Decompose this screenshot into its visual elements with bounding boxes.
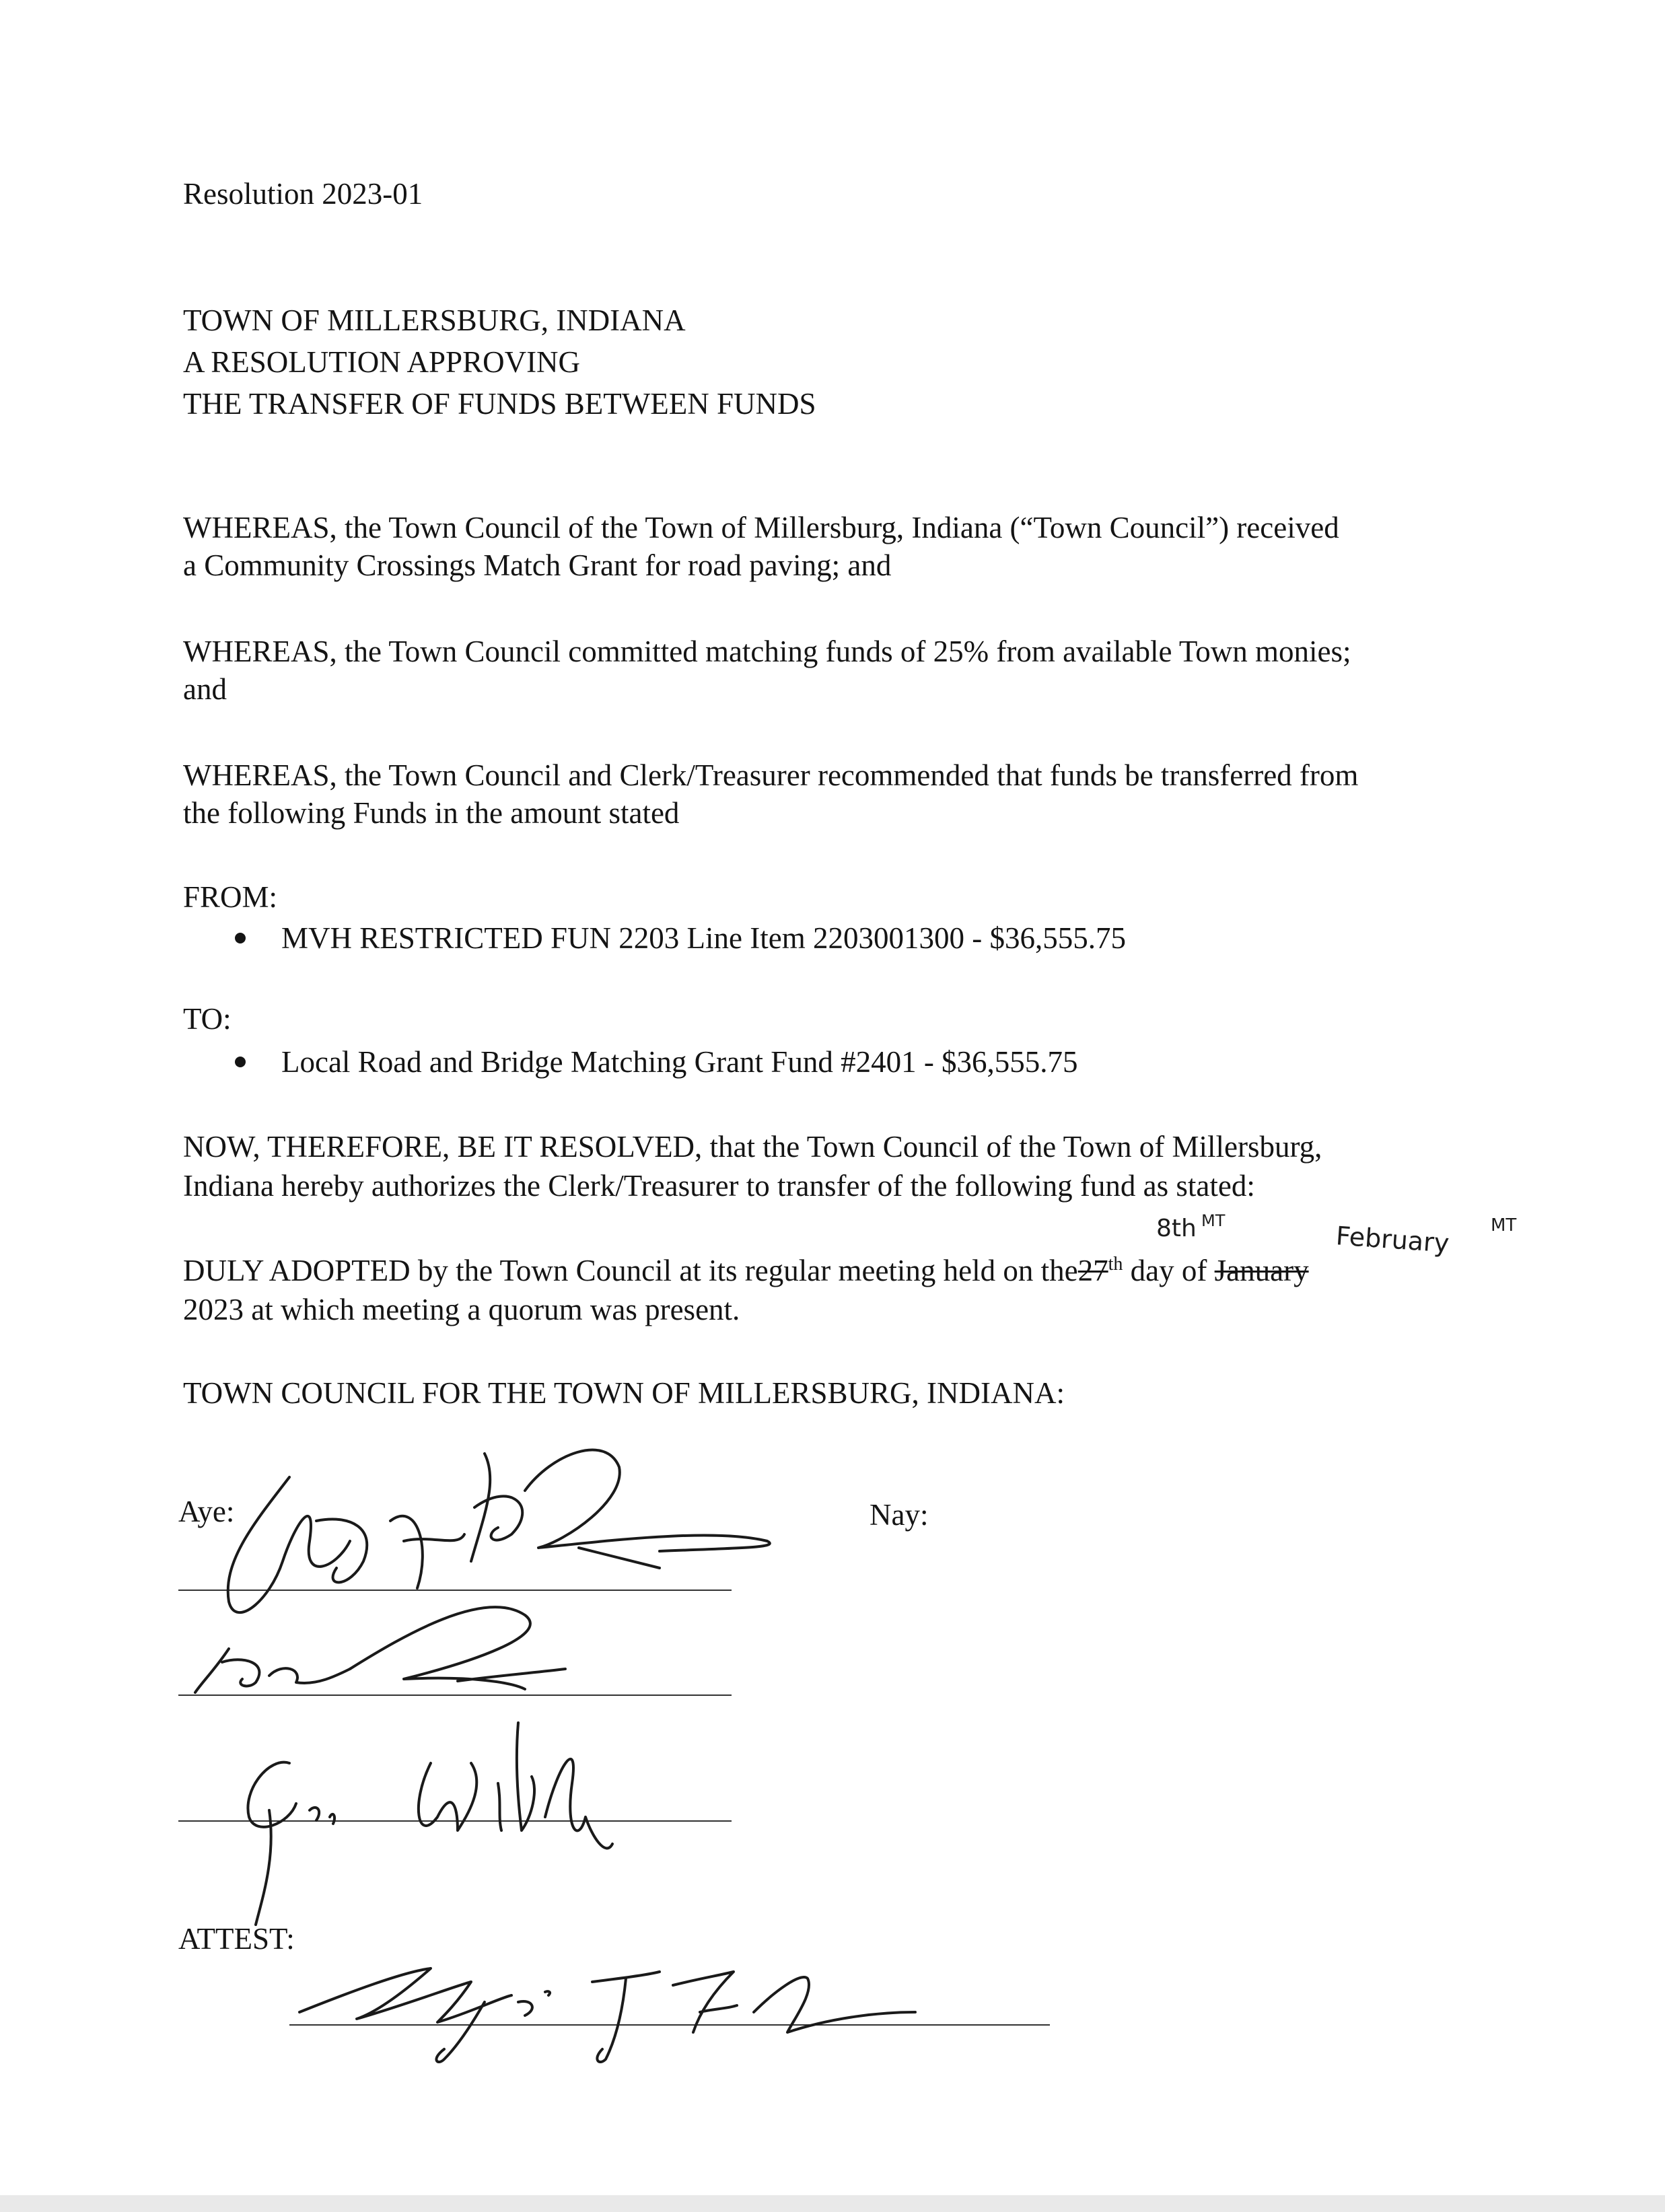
whereas-3-line-1: WHEREAS, the Town Council and Clerk/Treasurer recommended that funds be transferred from (183, 758, 1359, 792)
day-suffix: th (1108, 1254, 1123, 1275)
whereas-2-line-2: and (183, 672, 227, 706)
resolved-line-2: Indiana hereby authorizes the Clerk/Treasurer to transfer of the following fund as stated: (183, 1169, 1255, 1203)
council-heading: TOWN COUNCIL FOR THE TOWN OF MILLERSBURG, INDIANA: (183, 1376, 1065, 1410)
resolution-number: Resolution 2023-01 (183, 177, 423, 211)
resolved-line-1: NOW, THEREFORE, BE IT RESOLVED, that the Town Council of the Town of Millersburg, (183, 1130, 1322, 1164)
nay-label: Nay: (870, 1498, 929, 1532)
whereas-1-line-1: WHEREAS, the Town Council of the Town of Millersburg, Indiana (“Town Council”) received (183, 511, 1339, 544)
whereas-2-line-1: WHEREAS, the Town Council committed matching funds of 25% from available Town monies; (183, 635, 1351, 668)
handwritten-initials: MT (1491, 1215, 1517, 1236)
to-label: TO: (183, 1002, 232, 1036)
aye-label: Aye: (178, 1495, 235, 1528)
handwritten-initials: MT (1201, 1211, 1226, 1230)
struck-month: January (1214, 1254, 1309, 1287)
handwritten-day-correction: 8th (1156, 1215, 1197, 1242)
attest-label: ATTEST: (178, 1922, 295, 1956)
adopted-line-2: 2023 at which meeting a quorum was present. (183, 1293, 740, 1326)
adopted-prefix: DULY ADOPTED by the Town Council at its regular meeting held on the (183, 1254, 1078, 1287)
to-item: Local Road and Bridge Matching Grant Fund #2401 - $36,555.75 (281, 1045, 1078, 1079)
adopted-middle: day of (1123, 1254, 1215, 1287)
heading-line-3: THE TRANSFER OF FUNDS BETWEEN FUNDS (183, 387, 816, 421)
heading-line-2: A RESOLUTION APPROVING (183, 345, 581, 379)
from-item: MVH RESTRICTED FUN 2203 Line Item 2203001300 - $36,555.75 (281, 921, 1126, 955)
struck-day: 27 (1077, 1254, 1108, 1287)
scan-edge (0, 2195, 1665, 2212)
handwritten-month-correction: February (1335, 1221, 1450, 1258)
whereas-3-line-2: the following Funds in the amount stated (183, 796, 680, 830)
heading-line-1: TOWN OF MILLERSBURG, INDIANA (183, 304, 686, 337)
whereas-1-line-2: a Community Crossings Match Grant for road paving; and (183, 548, 892, 582)
from-label: FROM: (183, 880, 278, 914)
